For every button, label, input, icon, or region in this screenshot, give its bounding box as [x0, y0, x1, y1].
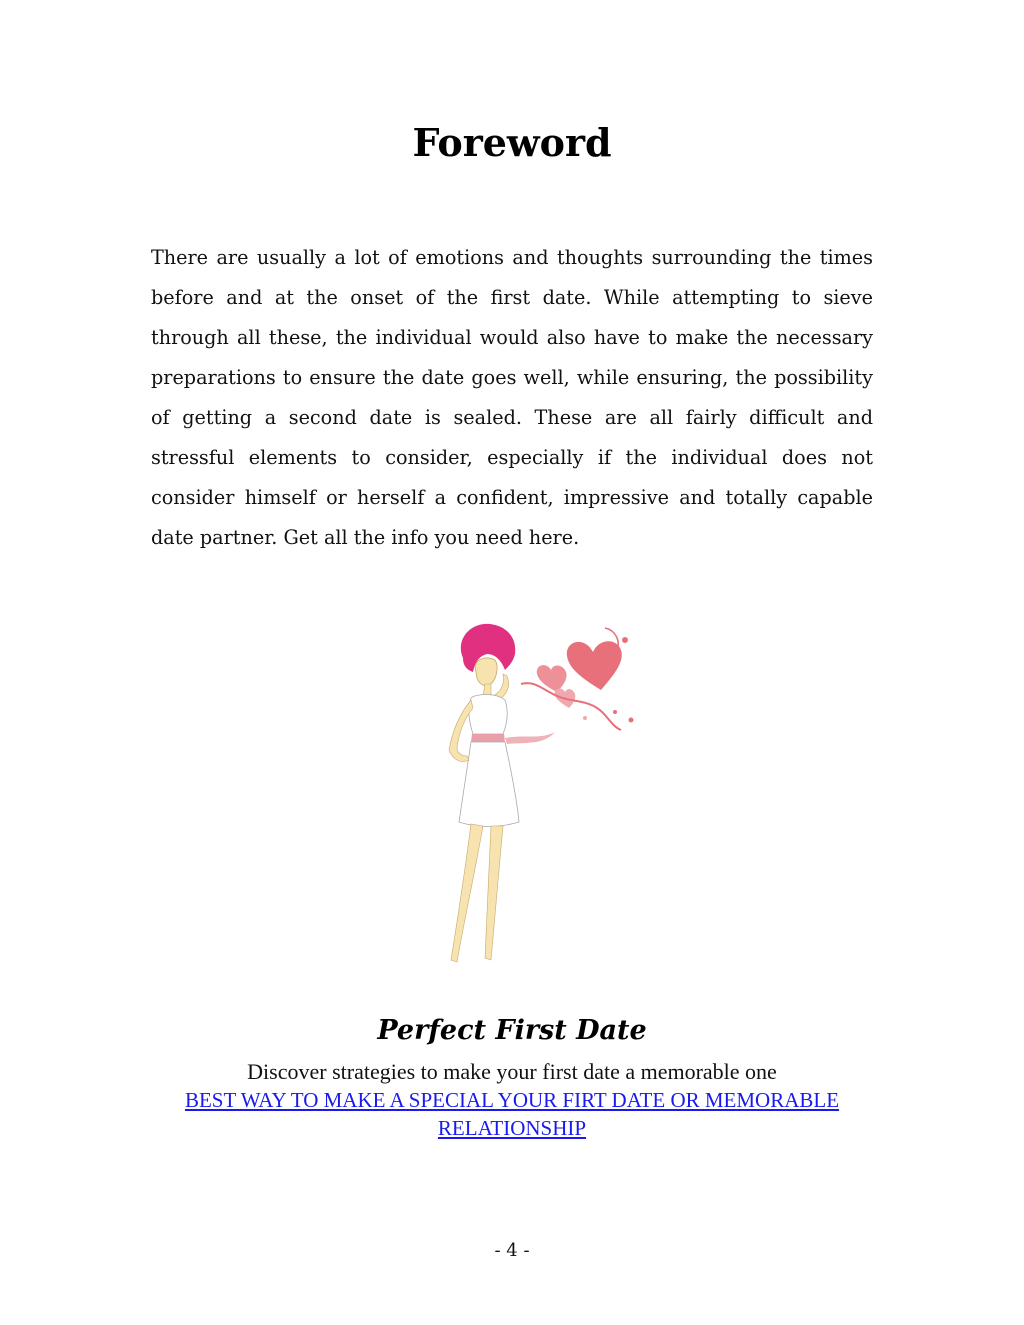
foreword-paragraph: There are usually a lot of emotions and thoughts surrounding the times before and at the onset of the first date. While attempting to sieve through all these, the individual would also have to make the necessary preparations to ensure the date goes well, while ensuring, the possibility of getting a second date is sealed. These are all fairly difficult and stressful elements to consider, especially if the individual does not consider himself or herself a confident, impressive and totally capable date partner. Get all the info you need here.: [151, 246, 873, 549]
skirt: [459, 742, 519, 827]
page-number: - 4 -: [494, 1240, 530, 1261]
dress: [469, 695, 507, 735]
promo-subtitle: Discover strategies to make your first date a memorable one: [247, 1059, 777, 1084]
left-leg: [451, 824, 483, 962]
woman-with-hearts-illustration: [425, 600, 650, 978]
promo-link[interactable]: BEST WAY TO MAKE A SPECIAL YOUR FIRT DATE OR MEMORABLE RELATIONSHIP: [184, 1088, 840, 1140]
right-leg: [485, 826, 503, 960]
promo-title: Perfect First Date: [377, 1015, 647, 1046]
belt: [471, 734, 505, 742]
face: [475, 658, 497, 686]
page-title: Foreword: [412, 120, 612, 165]
heart-large: [567, 641, 622, 690]
